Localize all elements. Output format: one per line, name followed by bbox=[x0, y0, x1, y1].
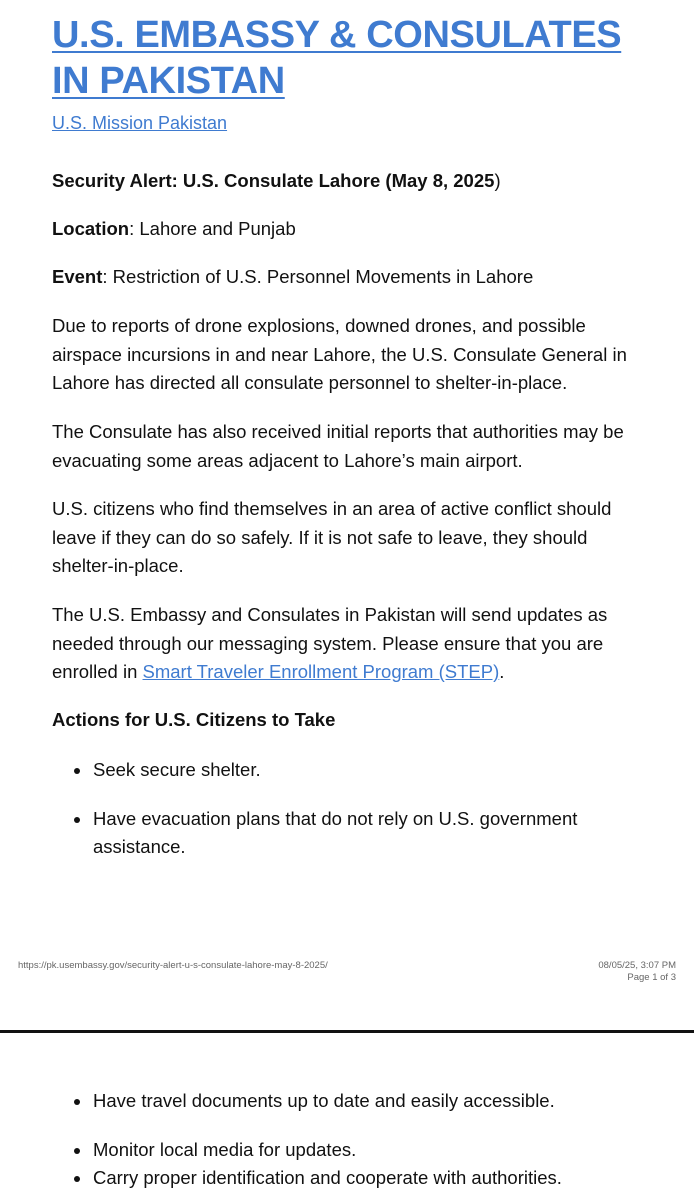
updates-end: . bbox=[499, 661, 505, 682]
list-item: Have evacuation plans that do not rely on U.S. government assistance. bbox=[52, 805, 652, 862]
paragraph-drone-reports: Due to reports of drone explosions, downed drones, and possible airspace incursions in and near Lahore, the U.S. Consulate General in Lahore has directed all consulate personnel to shelter-in-place. bbox=[52, 315, 627, 393]
footer-page-number: Page 1 of 3 bbox=[627, 972, 676, 983]
list-item: Monitor local media for updates. bbox=[52, 1136, 652, 1165]
footer-datetime: 08/05/25, 3:07 PM bbox=[598, 960, 676, 971]
paragraph-updates bbox=[52, 601, 652, 687]
alert-heading-text: Security Alert: U.S. Consulate Lahore (May 8, 2025 bbox=[52, 170, 495, 191]
actions-list-page-1 bbox=[52, 756, 652, 862]
event-label: Event bbox=[52, 266, 103, 287]
event-value: : Restriction of U.S. Personnel Movements in Lahore bbox=[102, 266, 534, 287]
list-item: Carry proper identification and cooperate with authorities. bbox=[52, 1164, 652, 1193]
location-value: : Lahore and Punjab bbox=[129, 218, 296, 239]
paragraph-leave-safely: U.S. citizens who find themselves in an area of active conflict should leave if they can do so safely. If it is not safe to leave, they should shelter-in-place. bbox=[52, 498, 612, 576]
actions-list-page-2 bbox=[52, 1087, 652, 1193]
alert-heading-close: ) bbox=[494, 170, 501, 191]
footer-url: https://pk.usembassy.gov/security-alert-u-s-consulate-lahore-may-8-2025/ bbox=[18, 960, 328, 971]
footer-meta bbox=[598, 960, 676, 984]
list-item: Have travel documents up to date and easily accessible. bbox=[52, 1087, 652, 1116]
location-line bbox=[52, 215, 652, 244]
list-item: Seek secure shelter. bbox=[52, 756, 652, 785]
actions-heading: Actions for U.S. Citizens to Take bbox=[52, 709, 336, 730]
event-line bbox=[52, 263, 652, 292]
mission-link[interactable]: U.S. Mission Pakistan bbox=[52, 113, 228, 133]
location-label: Location bbox=[52, 218, 130, 239]
alert-heading bbox=[52, 167, 652, 196]
updates-text: The U.S. Embassy and Consulates in Pakistan will send updates as needed through our messaging system. Please ensure that you are enrolled in bbox=[52, 604, 608, 682]
page-title[interactable]: U.S. EMBASSY & CONSULATES IN PAKISTAN bbox=[52, 14, 622, 102]
step-link[interactable]: Smart Traveler Enrollment Program (STEP) bbox=[142, 661, 500, 682]
paragraph-evacuation-reports: The Consulate has also received initial reports that authorities may be evacuating some areas adjacent to Lahore’s main airport. bbox=[52, 421, 624, 471]
page-divider bbox=[0, 1030, 694, 1033]
